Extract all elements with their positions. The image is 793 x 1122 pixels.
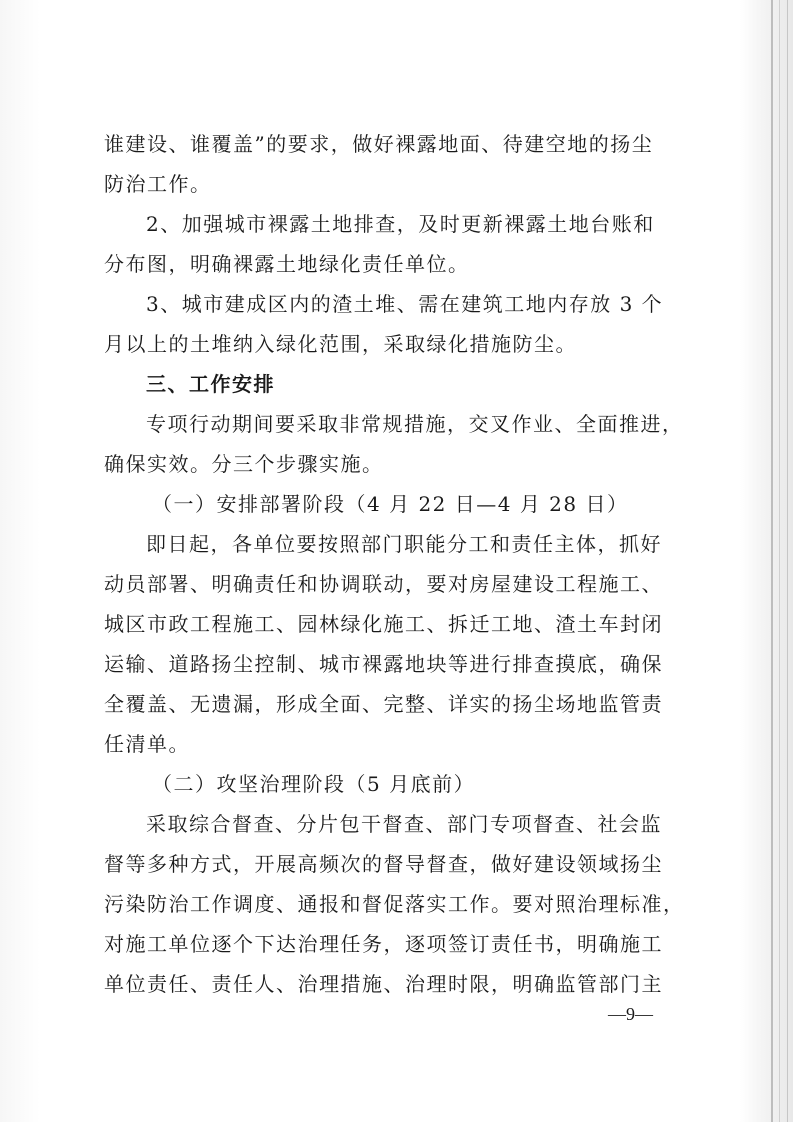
body-text-line: 全覆盖、无遗漏，形成全面、完整、详实的扬尘场地监管责 [104,692,663,716]
paragraph-start: 专项行动期间要采取非常规措施，交叉作业、全面推进， [146,412,684,436]
list-item-2: 2、加强城市裸露土地排查，及时更新裸露土地台账和 [146,212,655,236]
body-text-line: 城区市政工程施工、园林绿化施工、拆迁工地、渣土车封闭 [104,612,663,636]
document-body [104,124,685,1004]
body-text-line: 污染防治工作调度、通报和督促落实工作。要对照治理标准， [104,892,685,916]
section-heading: 三、工作安排 [146,372,275,396]
body-text-line: 任清单。 [104,732,190,756]
list-item-3: 3、城市建成区内的渣土堆、需在建筑工地内存放 3 个 [146,292,664,316]
page-edge-line [771,0,773,1122]
page-edge-line [779,0,780,1122]
body-text-line: 确保实效。分三个步骤实施。 [104,452,384,476]
subsection-heading: （一）安排部署阶段（4 月 22 日—4 月 28 日） [152,492,629,516]
page-number: —9— [608,1004,653,1024]
body-text-line: 防治工作。 [104,172,212,196]
body-text-line: 单位责任、责任人、治理措施、治理时限，明确监管部门主 [104,972,663,996]
body-text-line: 月以上的土堆纳入绿化范围，采取绿化措施防尘。 [104,332,577,356]
paragraph-start: 采取综合督查、分片包干督查、部门专项督查、社会监 [146,812,662,836]
body-text-line: 对施工单位逐个下达治理任务，逐项签订责任书，明确施工 [104,932,663,956]
body-text-line: 督等多种方式，开展高频次的督导督查，做好建设领域扬尘 [104,852,663,876]
body-text-line: 谁建设、谁覆盖”的要求，做好裸露地面、待建空地的扬尘 [104,132,654,156]
page-edge-line [787,0,788,1122]
body-text-line: 运输、道路扬尘控制、城市裸露地块等进行排查摸底，确保 [104,652,663,676]
body-text-line: 动员部署、明确责任和协调联动，要对房屋建设工程施工、 [104,572,663,596]
body-text-line: 分布图，明确裸露土地绿化责任单位。 [104,252,470,276]
subsection-heading: （二）攻坚治理阶段（5 月底前） [152,772,476,796]
paragraph-start: 即日起，各单位要按照部门职能分工和责任主体，抓好 [146,532,662,556]
